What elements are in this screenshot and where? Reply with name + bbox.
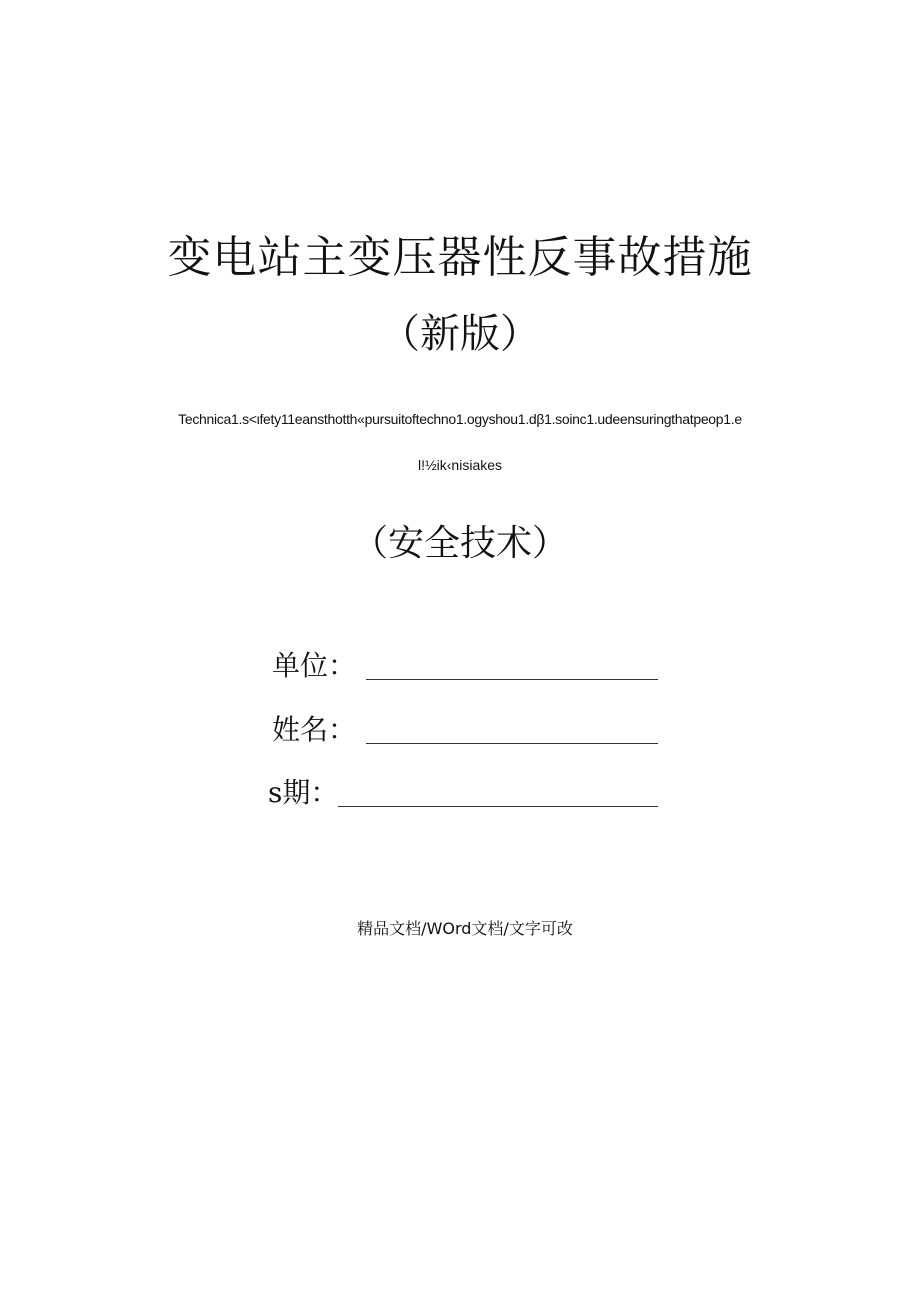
document-category: （安全技术） [351, 523, 568, 564]
unit-fill-line[interactable] [366, 679, 658, 680]
english-tagline-line-2: l!½ik‹nisiakes [417, 457, 503, 473]
unit-label: 单位： [272, 649, 357, 682]
english-tagline-line-1: Technica1.s<ιfety11eansthotth«pursuitoftechno1.ogyshou1.dβ1.soinc1.udeensuringthatpeop1.e [178, 411, 742, 427]
unit-field [272, 646, 672, 686]
date-fill-line[interactable] [338, 806, 658, 807]
footer-note: 精品文档/WOrd文档/文字可改 [357, 919, 573, 938]
document-subtitle: （新版） [380, 311, 540, 357]
document-title: 变电站主变压器性反事故措施 [167, 232, 753, 283]
name-field [272, 710, 672, 750]
name-fill-line[interactable] [366, 743, 658, 744]
date-label: s期： [268, 776, 339, 809]
name-label: 姓名： [272, 713, 357, 746]
date-field [268, 773, 668, 813]
